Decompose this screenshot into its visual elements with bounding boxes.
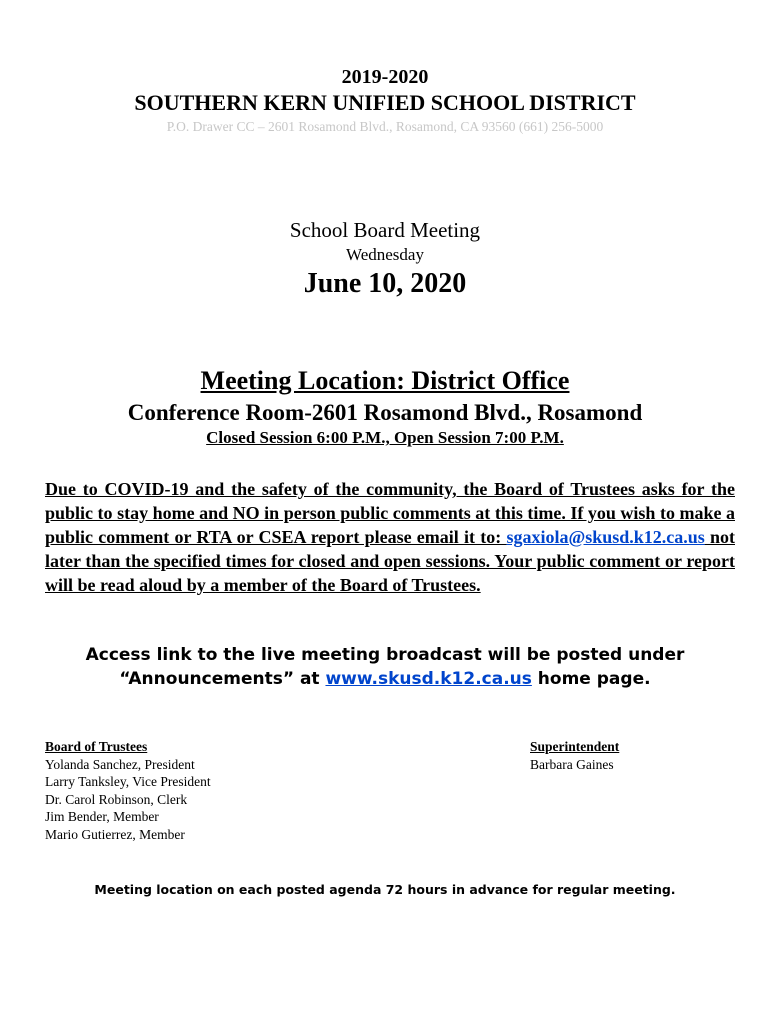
superintendent-name: Barbara Gaines (530, 756, 614, 772)
board-of-trustees (45, 738, 211, 843)
district-website-link[interactable]: www.skusd.k12.ca.us (325, 669, 532, 689)
board-heading: Board of Trustees (45, 739, 148, 754)
school-year: 2019-2020 (341, 66, 429, 88)
broadcast-line-1: Access link to the live meeting broadcast will be posted under (85, 645, 685, 665)
board-member: Larry Tanksley, Vice President (45, 774, 211, 789)
public-comment-email-link[interactable]: sgaxiola@skusd.k12.ca.us (506, 527, 705, 547)
covid-notice (45, 477, 735, 597)
footer-note: Meeting location on each posted agenda 72 hours in advance for regular meeting. (94, 882, 676, 897)
district-address: P.O. Drawer CC – 2601 Rosamond Blvd., Rosamond, CA 93560 (661) 256-5000 (166, 119, 604, 134)
meeting-type: School Board Meeting (289, 218, 481, 242)
district-name: SOUTHERN KERN UNIFIED SCHOOL DISTRICT (134, 90, 636, 115)
board-member: Mario Gutierrez, Member (45, 826, 185, 842)
location-title: Meeting Location: District Office (200, 366, 570, 395)
conference-room: Conference Room-2601 Rosamond Blvd., Rosamond (127, 400, 643, 425)
board-member: Jim Bender, Member (45, 809, 159, 824)
board-member: Yolanda Sanchez, President (45, 756, 195, 772)
board-member: Dr. Carol Robinson, Clerk (45, 791, 188, 807)
broadcast-text-before: “Announcements” at (119, 669, 326, 689)
meeting-date: June 10, 2020 (303, 268, 467, 299)
superintendent-block (530, 738, 619, 773)
notice-text-after: not later than the specified times for closed and open sessions. Your public comment or report will be read aloud by a member of the Board of Trustees. (45, 527, 735, 595)
notice-text-before: Due to COVID-19 and the safety of the community, the Board of Trustees asks for the public to stay home and NO in person public comments at this time. If you wish to make a public comment or RTA or CSEA report please email it to: (45, 479, 735, 547)
superintendent-heading: Superintendent (530, 739, 620, 754)
broadcast-notice (0, 643, 770, 691)
broadcast-line-2 (0, 667, 770, 691)
broadcast-text-after: home page. (531, 669, 651, 689)
session-times: Closed Session 6:00 P.M., Open Session 7:00 P.M. (206, 428, 564, 447)
meeting-weekday: Wednesday (346, 245, 424, 264)
